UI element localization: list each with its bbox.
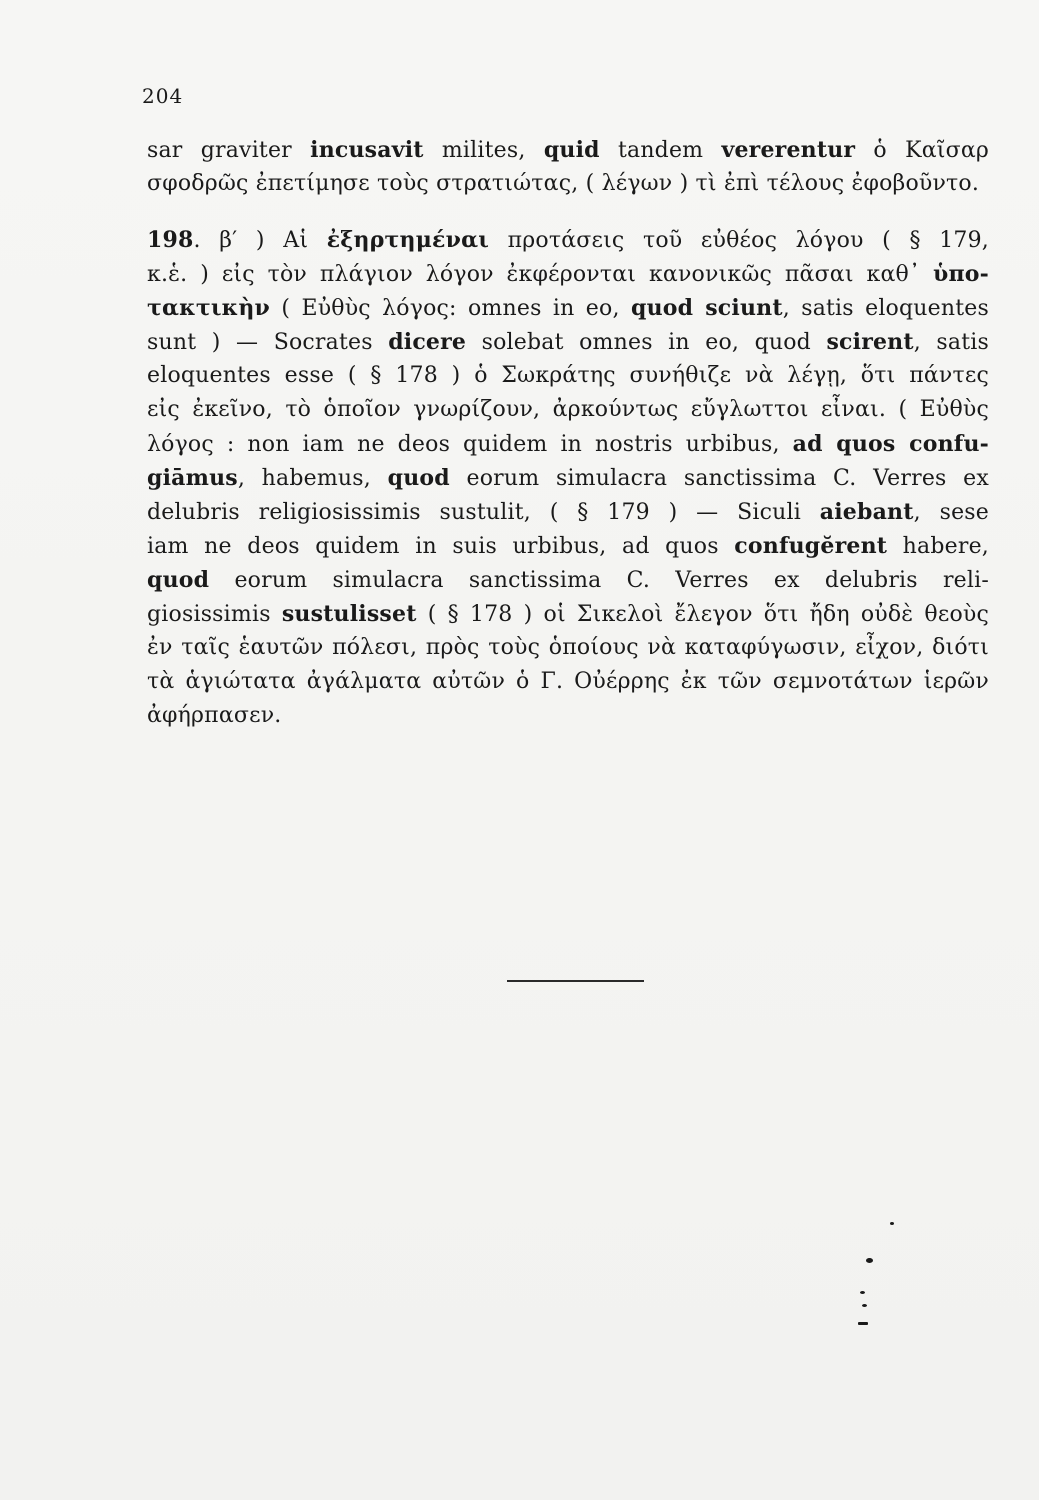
- text-line: [147, 563, 989, 597]
- ink-speck: [890, 1222, 894, 1225]
- text-run: solebat omnes in eo, quod: [466, 330, 827, 355]
- text-line: [147, 699, 989, 733]
- text-run: eloquentes esse ( § 178 ) ὁ Σωκράτης συνήθιζε νὰ λέγῃ, ὅτι πάντες: [147, 363, 989, 388]
- ink-speck: [860, 1291, 865, 1294]
- bold-term: aiebant: [819, 499, 914, 525]
- bold-term: dicere: [388, 329, 467, 355]
- text-run: λόγος : non iam ne deos quidem in nostris urbibus,: [147, 432, 793, 457]
- text-line: [147, 665, 989, 699]
- bold-term: quod: [387, 465, 450, 491]
- bold-term: 198: [147, 227, 194, 253]
- text-line: [147, 223, 989, 257]
- page-number: 204: [142, 84, 184, 108]
- text-run: , satis eloquentes: [782, 296, 989, 321]
- text-run: milites,: [423, 138, 544, 163]
- text-line: [147, 495, 989, 529]
- text-run: eorum simulacra sanctissima C. Verres ex delubris reli-: [209, 568, 989, 593]
- bold-term: quid: [543, 137, 600, 163]
- ink-speck: [866, 1258, 873, 1263]
- text-run: τὰ ἁγιώτατα ἀγάλματα αὐτῶν ὁ Γ. Οὐέρρης ἐκ τῶν σεμνοτάτων ἱερῶν: [147, 669, 989, 694]
- text-run: , sese: [913, 500, 989, 525]
- text-run: delubris religiosissimis sustulit, ( § 179 ) — Siculi: [147, 500, 820, 525]
- bold-term: ἐξηρτημέναι: [326, 227, 490, 253]
- text-line: [147, 257, 989, 291]
- bold-term: ὑπο-: [933, 261, 989, 287]
- body-text: [147, 133, 989, 733]
- text-run: , satis: [913, 330, 989, 355]
- bold-term: vererentur: [721, 137, 856, 163]
- bold-term: τακτικὴν: [147, 295, 271, 321]
- ink-speck: [858, 1322, 868, 1325]
- ink-speck: [862, 1304, 867, 1307]
- bold-term: scirent: [826, 329, 914, 355]
- text-line: [147, 427, 989, 461]
- text-run: tandem: [599, 138, 722, 163]
- text-run: eorum simulacra sanctissima C. Verres ex: [449, 466, 989, 491]
- text-run: ὁ Καῖσαρ: [855, 138, 990, 163]
- text-line: [147, 325, 989, 359]
- bold-term: ad quos confu-: [792, 431, 989, 457]
- bold-term: sustulisset: [281, 601, 417, 627]
- text-run: ἐν ταῖς ἑαυτῶν πόλεσι, πρὸς τοὺς ὁποίους νὰ καταφύγωσιν, εἶχον, διότι: [147, 635, 989, 660]
- text-line: [147, 359, 989, 393]
- text-line: [147, 631, 989, 665]
- text-run: ( Εὐθὺς λόγος: omnes in eo,: [270, 296, 631, 321]
- text-line: [147, 133, 989, 167]
- text-line: [147, 461, 989, 495]
- text-run: σφοδρῶς ἐπετίμησε τοὺς στρατιώτας, ( λέγων ) τὶ ἐπὶ τέλους ἐφοβοῦντο.: [147, 171, 980, 196]
- text-line: [147, 167, 989, 201]
- bold-term: giāmus: [147, 465, 238, 491]
- text-run: προτάσεις τοῦ εὐθέος λόγου ( § 179,: [489, 228, 989, 253]
- text-line: [147, 393, 989, 427]
- text-line: [147, 597, 989, 631]
- text-run: iam ne deos quidem in suis urbibus, ad quos: [147, 534, 735, 559]
- text-run: ἀφήρπασεν.: [147, 703, 282, 728]
- text-line: [147, 529, 989, 563]
- text-run: habere,: [887, 534, 989, 559]
- text-run: giosissimis: [147, 602, 282, 627]
- text-run: εἰς ἐκεῖνο, τὸ ὁποῖον γνωρίζουν, ἀρκούντως εὔγλωττοι εἶναι. ( Εὐθὺς: [147, 397, 989, 422]
- bold-term: quod: [147, 567, 210, 593]
- bold-term: incusavit: [310, 137, 424, 163]
- bold-term: confugĕrent: [734, 533, 888, 559]
- text-run: sar graviter: [147, 138, 311, 163]
- text-run: κ.ἑ. ) εἰς τὸν πλάγιον λόγον ἐκφέρονται κανονικῶς πᾶσαι καθ᾽: [147, 262, 934, 287]
- text-run: ( § 178 ) οἱ Σικελοὶ ἔλεγον ὅτι ἤδη οὐδὲ θεοὺς: [416, 602, 990, 627]
- paragraph-gap: [147, 201, 989, 223]
- text-run: , habemus,: [237, 466, 388, 491]
- section-separator-rule: [507, 980, 644, 982]
- bold-term: quod sciunt: [630, 295, 783, 321]
- text-run: . β′ ) Αἱ: [193, 228, 327, 253]
- text-run: sunt ) — Socrates: [147, 330, 389, 355]
- text-line: [147, 291, 989, 325]
